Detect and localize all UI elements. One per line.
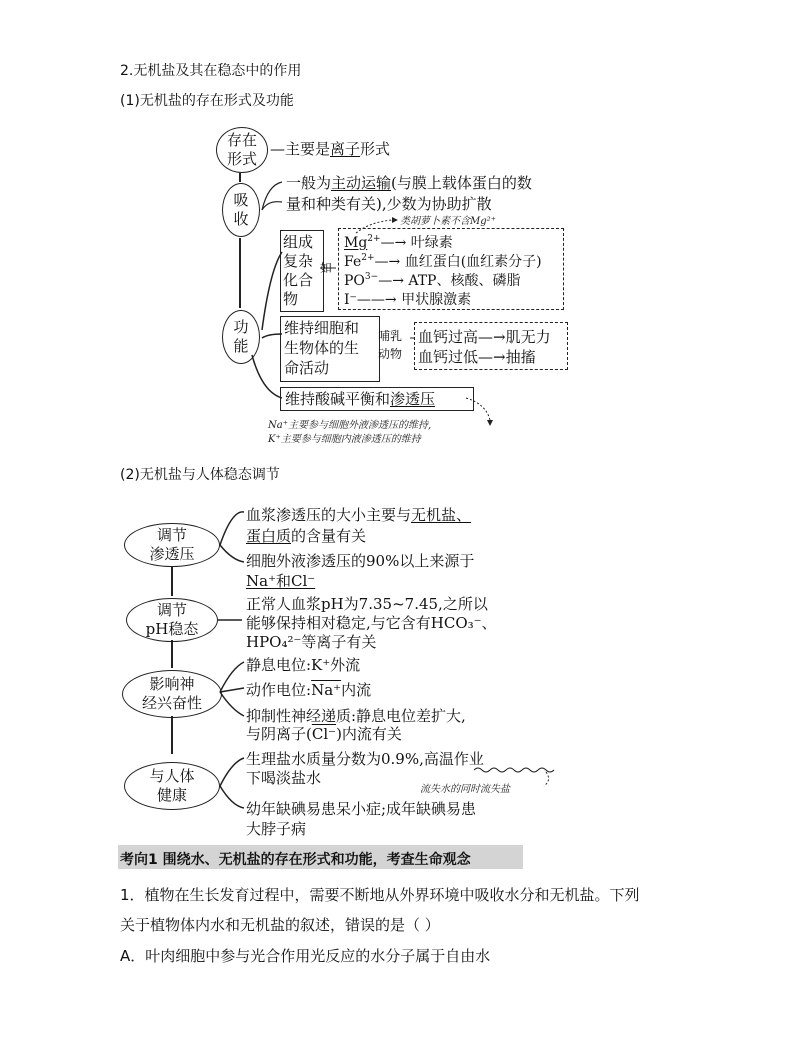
- arrow-head: [392, 217, 398, 223]
- subsection-heading-1: (1)无机盐的存在形式及功能: [120, 93, 294, 109]
- jk-line2: 下喝淡盐水: [246, 769, 322, 787]
- buru-dongwu: 哺乳 动物: [378, 329, 403, 361]
- bracket-curve: [220, 662, 244, 692]
- subsection-heading-2: (2)无机盐与人体稳态调节: [120, 467, 280, 483]
- sj-line3: 抑制性神经递质:静息电位差扩大,: [246, 707, 466, 725]
- jk-line4: 大脖子病: [246, 820, 307, 838]
- wavy-underline: [474, 768, 554, 772]
- branch-curve: [252, 355, 282, 398]
- jk-line3: 幼年缺碘易患呆小症;成年缺碘易患: [246, 800, 477, 818]
- cunzai-text: —主要是离子形式: [270, 140, 391, 158]
- question-line2: 关于植物体内水和无机盐的叙述，错误的是（ ）: [120, 916, 440, 934]
- ph-line1: 正常人血浆pH为7.35~7.45,之所以: [246, 595, 488, 613]
- handwritten-note-3: K⁺主要参与细胞内液渗透压的维持: [268, 434, 421, 445]
- bracket-curve: [220, 545, 244, 562]
- ion-fe-row: $Fe^{2+}—\to$ 血红蛋白(血红素分子): [344, 253, 542, 270]
- st-line4: Na⁺和Cl⁻: [246, 572, 316, 590]
- bracket-curve: [262, 202, 282, 210]
- ph-line2: 能够保持相对稳定,与它含有HCO₃⁻、: [246, 614, 497, 632]
- ph-line3: HPO₄²⁻等离子有关: [246, 633, 377, 651]
- question-line1: 1．植物在生长发育过程中，需要不断地从外界环境中吸收水分和无机盐。下列: [120, 886, 640, 904]
- gai-low: 血钙过低—→抽搐: [418, 348, 536, 366]
- oval-cunzai: 存在 形式: [216, 127, 268, 173]
- st-line1: 血浆渗透压的大小主要与无机盐、: [246, 506, 472, 524]
- xishou-line1: 一般为主动运输(与膜上载体蛋白的数: [286, 174, 532, 192]
- ru-label: 如: [320, 261, 333, 275]
- xishou-line2: 量和种类有关),少数为协助扩散: [286, 195, 492, 213]
- handwritten-note-2: Na⁺主要参与细胞外液渗透压的维持,: [268, 420, 432, 431]
- oval-xishou: 吸 收: [222, 183, 260, 237]
- branch-curve: [262, 334, 282, 338]
- ion-po-row: $PO^{3-}—\to$ ATP、核酸、磷脂: [344, 272, 521, 289]
- section-heading: 2.无机盐及其在稳态中的作用: [120, 63, 302, 79]
- oval-ph: 调节 pH稳态: [126, 598, 218, 642]
- bracket-curve: [220, 512, 244, 545]
- arrow-head: [487, 420, 493, 426]
- handwritten-note-1: 类胡萝卜素不含Mg²⁺: [400, 216, 496, 227]
- oval-shentou: 调节 渗透压: [124, 523, 220, 567]
- sj-line2: 动作电位:Na⁺内流: [246, 681, 372, 699]
- branch-curve: [262, 252, 282, 330]
- oval-shenjing: 影响神 经兴奋性: [122, 670, 222, 718]
- handwritten-note-4: 流失水的同时流失盐: [420, 784, 510, 795]
- st-line3: 细胞外液渗透压的90%以上来源于: [246, 552, 475, 570]
- ion-i-row: I⁻——→ 甲状腺激素: [344, 292, 472, 308]
- oval-gongneng: 功 能: [222, 310, 260, 364]
- bracket-curve: [220, 758, 244, 786]
- bracket-curve: [220, 786, 244, 808]
- box-suanjian: 维持酸碱平衡和渗透压: [280, 387, 474, 411]
- box-weichi: 维持细胞和 生物体的生 命活动: [280, 316, 380, 382]
- dotted-arrow: [544, 772, 549, 786]
- sj-line1: 静息电位:K⁺外流: [246, 656, 361, 674]
- sj-line4: 与阴离子(Cl⁻)内流有关: [246, 725, 402, 743]
- oval-jiankang: 与人体 健康: [124, 762, 220, 810]
- diagram2-connectors: [0, 490, 794, 840]
- ion-mg-row: $Mg^{2+}—\to$ 叶绿素: [344, 234, 453, 251]
- gai-high: 血钙过高—→肌无力: [418, 328, 551, 346]
- section-highlight: 考向1 围绕水、无机盐的存在形式和功能，考查生命观念: [120, 852, 471, 868]
- jk-line1: 生理盐水质量分数为0.9%,高温作业: [246, 750, 484, 768]
- st-line2: 蛋白质的含量有关: [246, 527, 367, 545]
- connector-line: [220, 688, 244, 692]
- bracket-curve: [220, 692, 244, 716]
- question-option-a: A．叶肉细胞中参与光合作用光反应的水分子属于自由水: [120, 947, 491, 965]
- box-zucheng: 组成 复杂 化合 物: [280, 230, 324, 312]
